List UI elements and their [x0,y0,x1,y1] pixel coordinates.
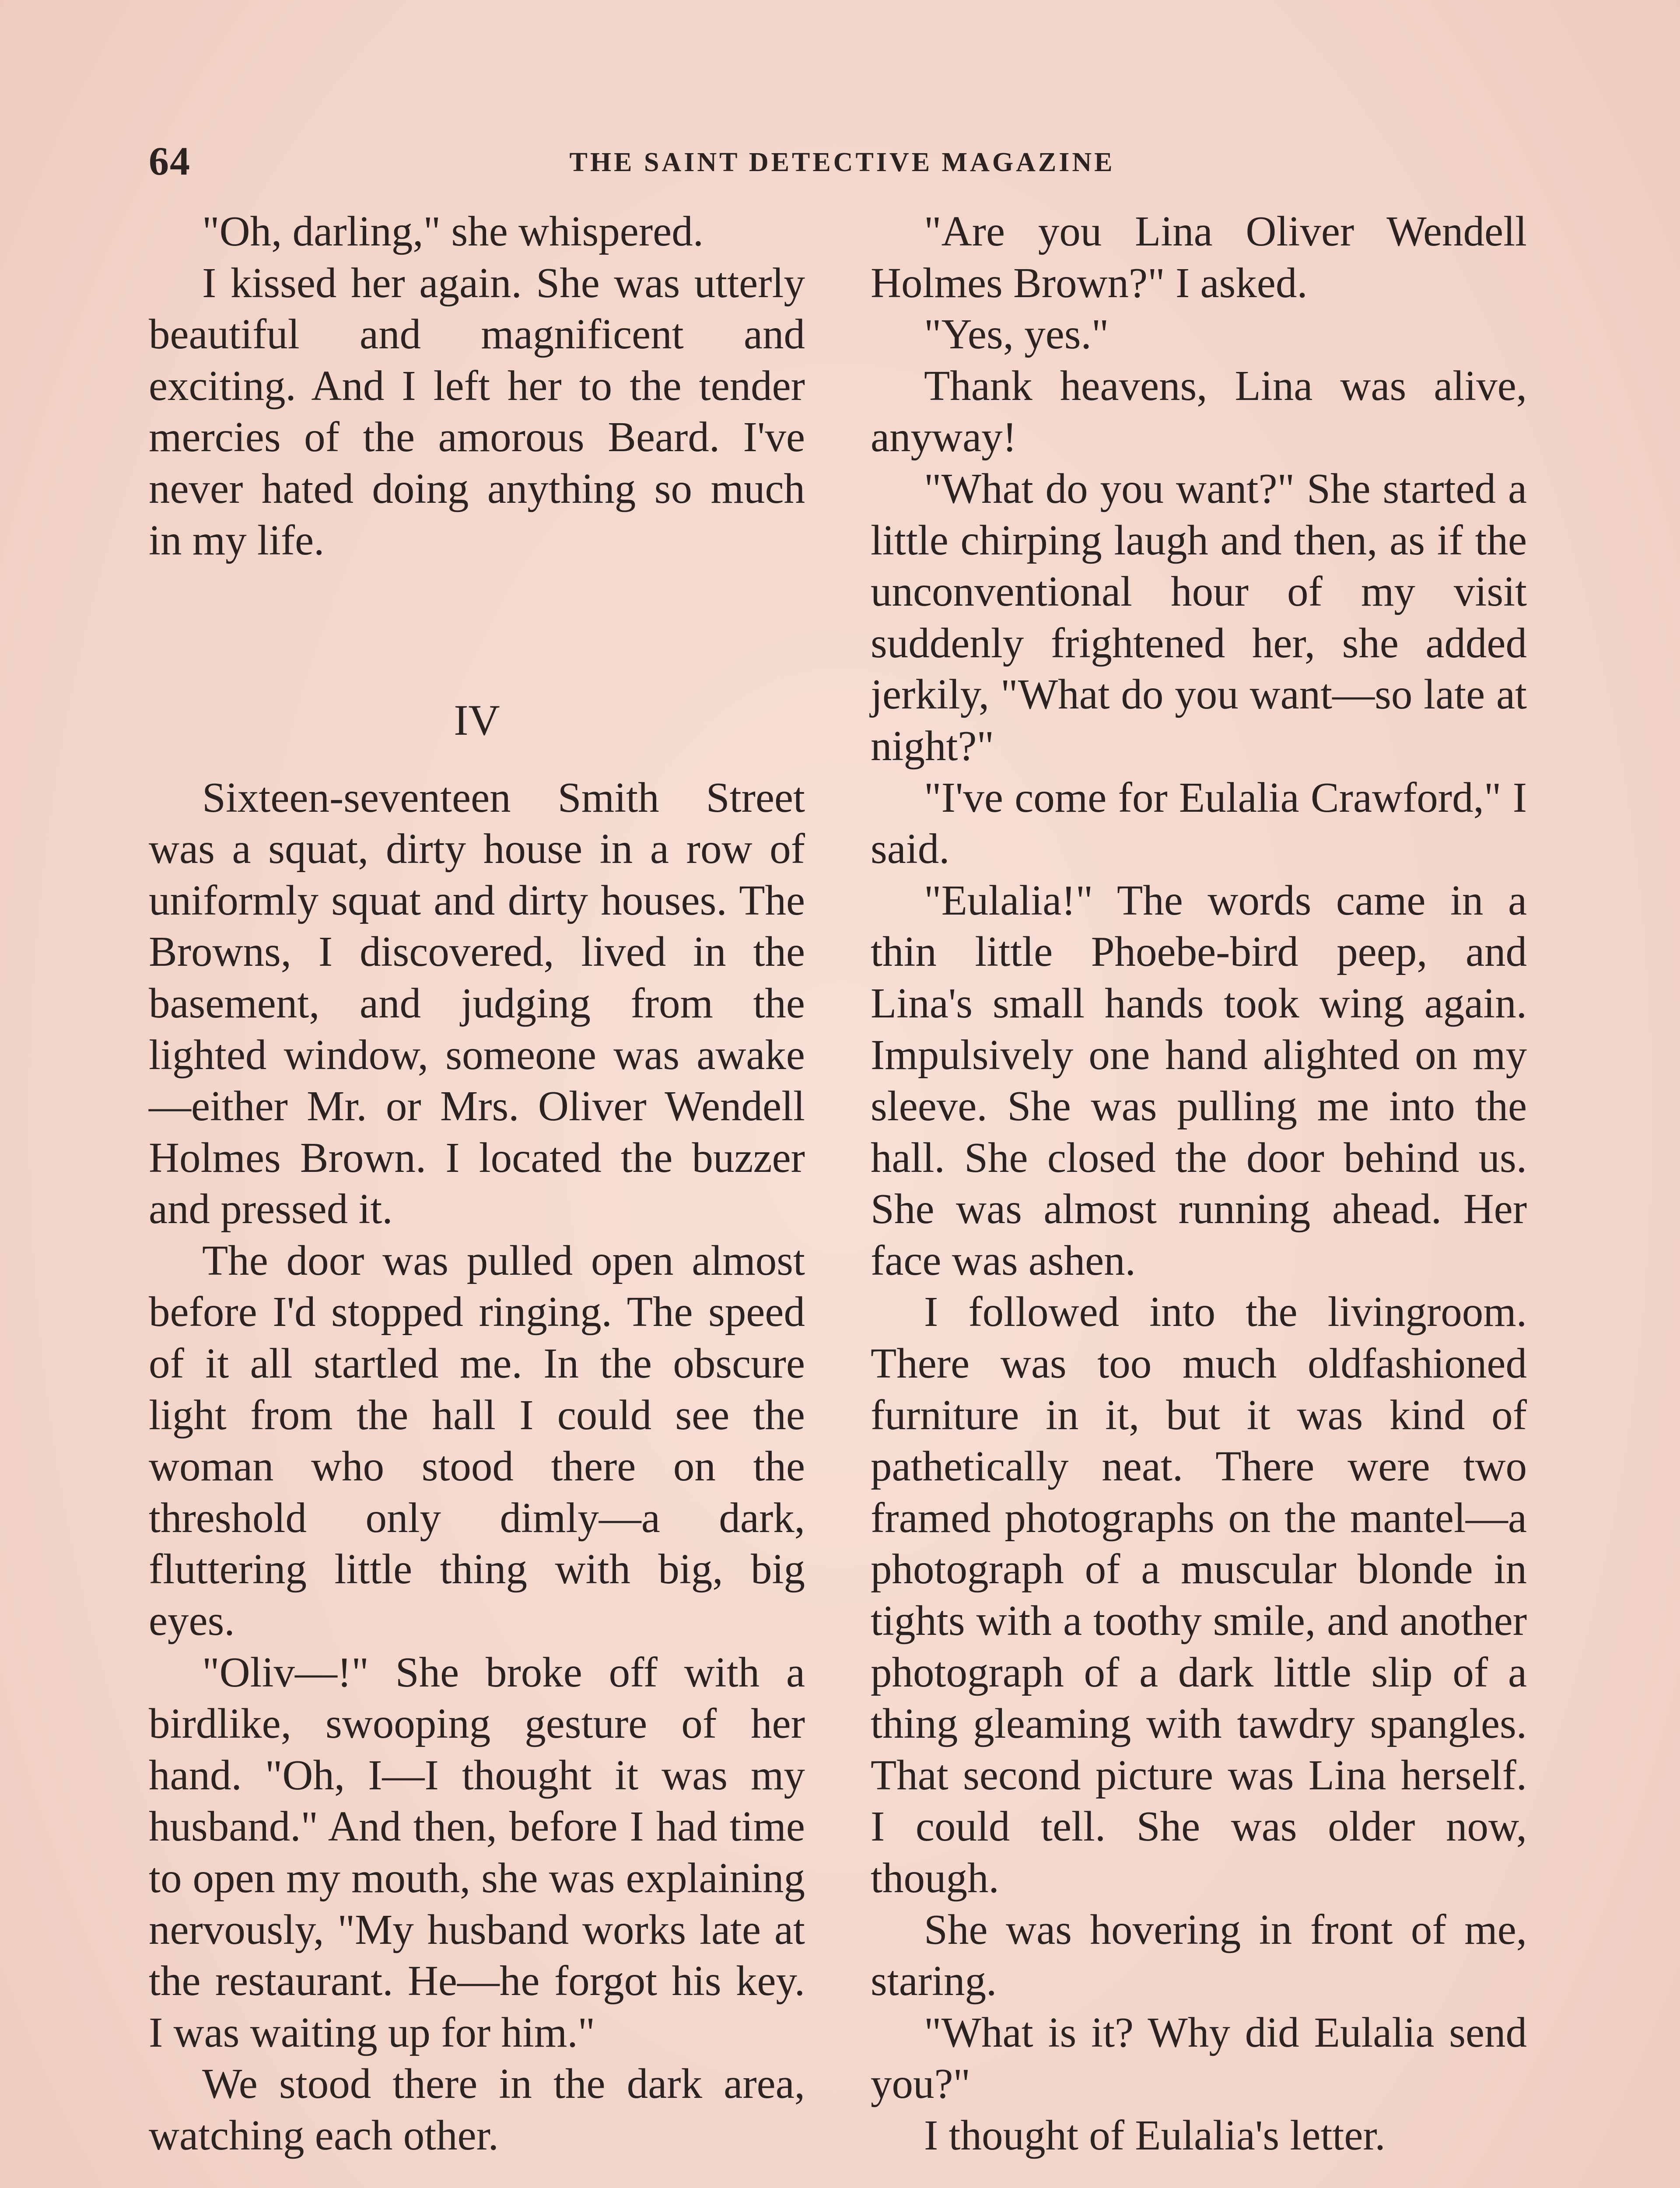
section-heading: IV [454,696,500,745]
paragraph: I thought of Eulalia's letter. [924,2111,1386,2159]
running-head: THE SAINT DETECTIVE MAGAZINE [569,147,1115,177]
paragraph: We stood there in the dark area, watching each other. [149,2060,805,2159]
paragraph: "What do you want?" She started a little chirping laugh and then, as if the unconventional hour of my visit suddenly frightened her, she added jerkily, "What do you want—so late at night?" [871,465,1527,769]
paragraph: I kissed her again. She was utterly beautiful and magnificent and exciting. And I left her to the tender mercies of the amorous Beard. I've never hated doing anything so much in my life. [149,259,805,564]
paragraph: Thank heavens, Lina was alive, anyway! [871,362,1527,461]
paragraph: She was hovering in front of me, staring. [871,1906,1527,2005]
paragraph: "Oliv—!" She broke off with a birdlike, swooping gesture of her hand. "Oh, I—I thought it was my husband." And then, before I had time to open my mouth, she was explaining nervously, "My husband works late at the restaurant. He—he forgot his key. I was waiting up for him." [149,1648,805,2056]
paragraph: I followed into the livingroom. There was too much oldfashioned furniture in it, but it was kind of pathetically neat. There were two framed photographs on the mantel—a photograph of a muscular blonde in tights with a toothy smile, and another photograph of a dark little slip of a thing gleaming with tawdry spangles. That second picture was Lina herself. I could tell. She was older now, though. [871,1288,1527,1901]
paragraph: "Are you Lina Oliver Wendell Holmes Brown?" I asked. [871,208,1527,306]
page-header [149,139,1536,183]
paragraph: "Oh, darling," she whispered. [202,208,704,255]
paragraph: "Yes, yes." [924,311,1109,358]
left-column [149,206,805,2161]
right-column [871,206,1527,2161]
paragraph: "I've come for Eulalia Crawford," I said. [871,774,1527,873]
paragraph: "Eulalia!" The words came in a thin little Phoebe-bird peep, and Lina's small hands took wing again. Impulsively one hand alighted on my sleeve. She was pulling me into the hall. She closed the door behind us. She was almost running ahead. Her face was ashen. [871,877,1527,1284]
paragraph: "What is it? Why did Eulalia send you?" [871,2009,1527,2107]
page-number: 64 [149,139,191,183]
paragraph: Sixteen-seventeen Smith Street was a squat, dirty house in a row of uniformly squat and dirty houses. The Browns, I discovered, lived in the basement, and judging from the lighted window, someone was awake—either Mr. or Mrs. Oliver Wendell Holmes Brown. I located the buzzer and pressed it. [149,774,805,1233]
paragraph: The door was pulled open almost before I'd stopped ringing. The speed of it all startled me. In the obscure light from the hall I could see the woman who stood there on the threshold only dimly—a dark, fluttering little thing with big, big eyes. [149,1237,805,1645]
section-spacer [149,566,805,669]
